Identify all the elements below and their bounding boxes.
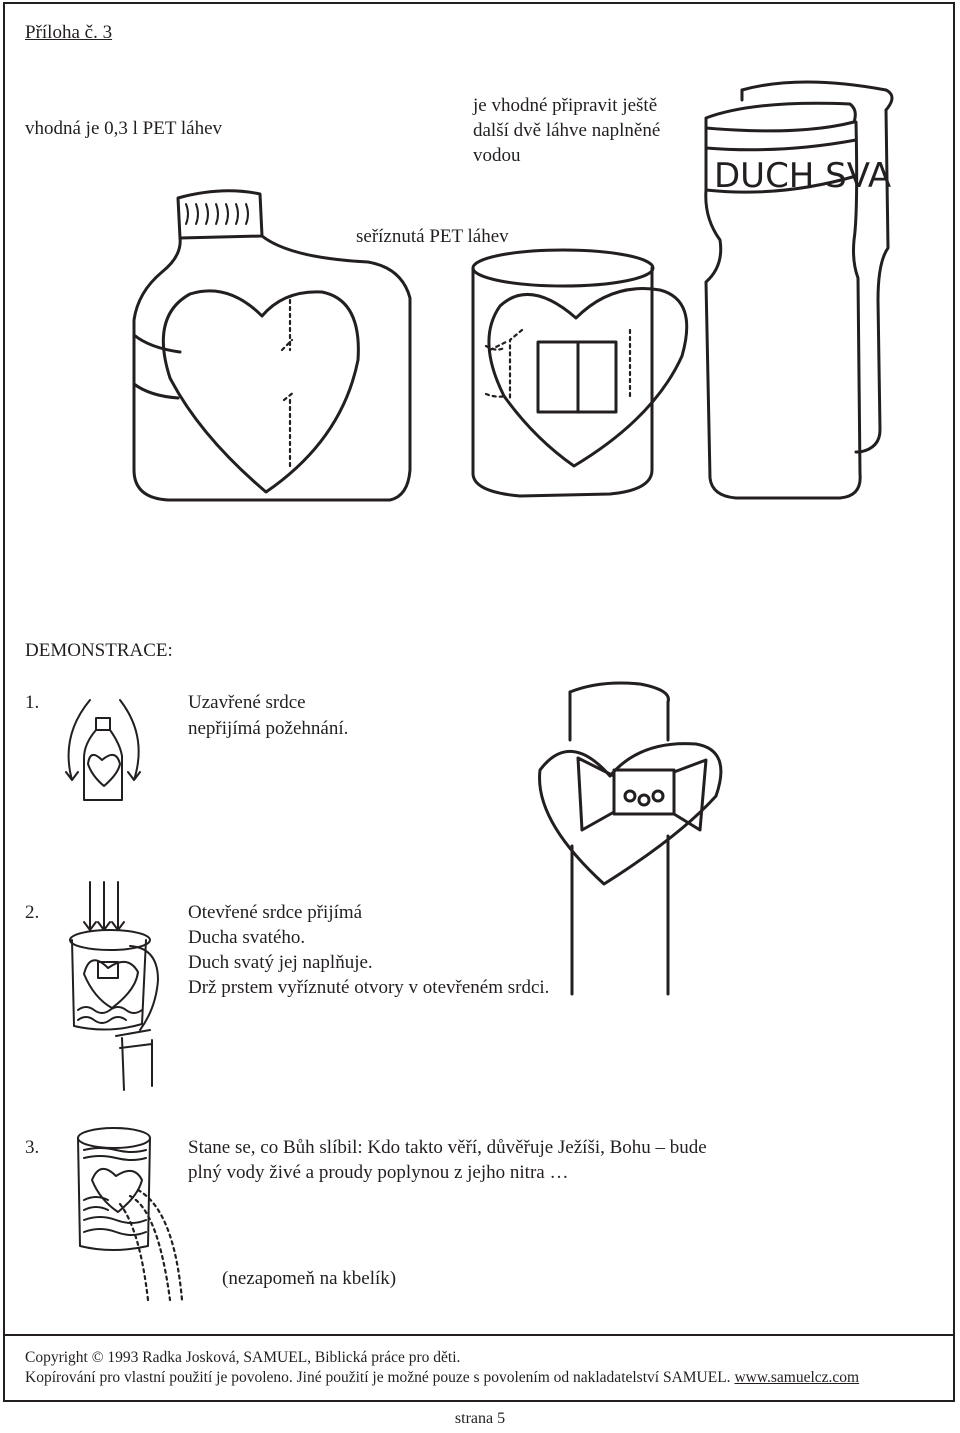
step3-line2: plný vody živé a proudy poplynou z jejho nitra … [188, 1162, 569, 1183]
note-extra-bottles-3: vodou [473, 145, 521, 166]
footer-license [25, 1368, 859, 1388]
bottle-duch-svaty-front [706, 103, 891, 498]
step1-line1: Uzavřené srdce [188, 692, 306, 713]
step2-line4: Drž prstem vyříznuté otvory v otevřeném srdci. [188, 977, 550, 998]
footer-website-link[interactable]: www.samuelcz.com [734, 1369, 860, 1386]
step3-cup-icon [78, 1128, 182, 1300]
step2-line3: Duch svatý jej naplňuje. [188, 952, 373, 973]
page-number: strana 5 [454, 1410, 506, 1427]
cut-bottle-with-heart [473, 250, 687, 496]
footer-license-text: Kopírování pro vlastní použití je povoleno. Jiné použití je možné pouze s povolením od nakladatelství SAMUEL. [25, 1369, 731, 1386]
step1-bottle-icon [66, 700, 140, 800]
step2-cup-icon [70, 882, 158, 1090]
step1-cup-illustration [540, 683, 721, 994]
step2-line1: Otevřené srdce přijímá [188, 902, 363, 923]
demo-heading: DEMONSTRACE: [25, 640, 173, 661]
bottle-duch-svaty-back [742, 82, 892, 452]
attachment-label: Příloha č. 3 [25, 22, 113, 43]
step2-line2: Ducha svatého. [188, 927, 306, 948]
footer-divider [3, 1334, 955, 1336]
note-cut-bottle: seříznutá PET láhev [356, 226, 509, 247]
note-bottle-size: vhodná je 0,3 l PET láhev [25, 118, 223, 139]
footer-copyright: Copyright © 1993 Radka Josková, SAMUEL, Biblická práce pro děti. [25, 1349, 461, 1366]
bottle-with-heart [134, 191, 410, 500]
note-extra-bottles-2: další dvě láhve naplněné [473, 120, 661, 141]
bottle-label-text: DUCH SVA [714, 156, 892, 196]
step1-line2: nepřijímá požehnání. [188, 718, 349, 739]
step2-number: 2. [25, 902, 40, 923]
step3-note: (nezapomeň na kbelík) [222, 1268, 397, 1289]
step3-line1: Stane se, co Bůh slíbil: Kdo takto věří, důvěřuje Ježíši, Bohu – bude [188, 1137, 707, 1158]
step1-number: 1. [25, 692, 40, 713]
note-extra-bottles-1: je vhodné připravit ještě [473, 95, 658, 116]
step3-number: 3. [25, 1137, 40, 1158]
